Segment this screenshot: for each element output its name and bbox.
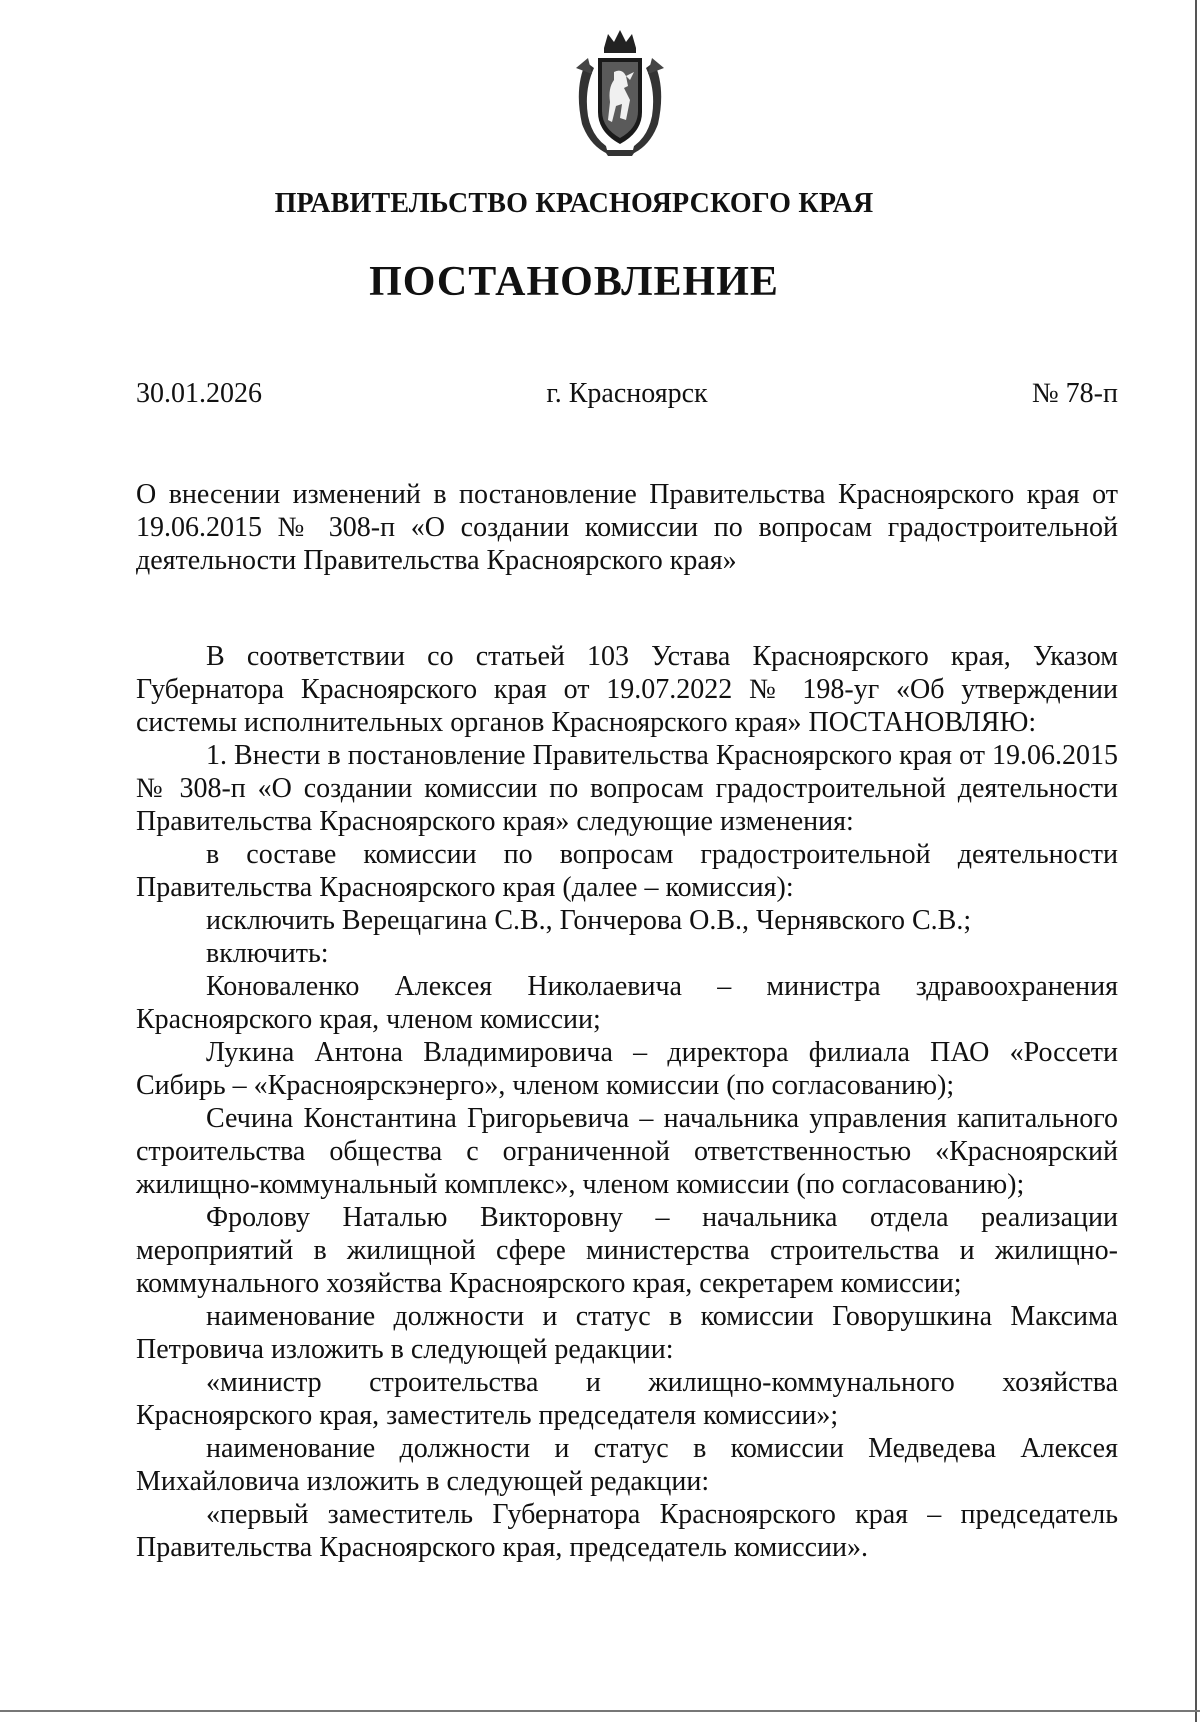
body-paragraph: Коноваленко Алексея Николаевича – министра здравоохранения Красноярского края, членом комиссии;	[136, 971, 1118, 1035]
body-paragraph: исключить Верещагина С.В., Гончерова О.В., Чернявского С.В.;	[206, 905, 972, 936]
organization-title: ПРАВИТЕЛЬСТВО КРАСНОЯРСКОГО КРАЯ	[274, 188, 874, 219]
document-city: г. Красноярск	[546, 378, 708, 409]
body-paragraph: Сечина Константина Григорьевича – начальника управления капитального строительства общества с ограниченной ответственностью «Красноярский жилищно-коммунальный комплекс», членом комиссии (по согласованию);	[136, 1103, 1118, 1200]
body-paragraph: Лукина Антона Владимировича – директора филиала ПАО «Россети Сибирь – «Красноярскэнерго», членом комиссии (по согласованию);	[136, 1037, 1118, 1101]
body-paragraph: «первый заместитель Губернатора Красноярского края – председатель Правительства Красноярского края, председатель комиссии».	[136, 1499, 1118, 1563]
page-edge-right	[1195, 0, 1197, 1722]
body-paragraph: включить:	[206, 938, 329, 969]
body-paragraph: в составе комиссии по вопросам градостроительной деятельности Правительства Красноярского края (далее – комиссия):	[136, 839, 1118, 903]
document-type-title: ПОСТАНОВЛЕНИЕ	[369, 259, 779, 305]
document-meta-row	[136, 378, 1118, 418]
body-paragraph: «министр строительства и жилищно-коммунального хозяйства Красноярского края, заместитель председателя комиссии»;	[136, 1367, 1118, 1431]
document-body	[136, 640, 1118, 1564]
body-paragraph: 1. Внести в постановление Правительства Красноярского края от 19.06.2015 № 308-п «О создании комиссии по вопросам градостроительной деятельности Правительства Красноярского края» следующие изменения:	[136, 740, 1118, 837]
body-paragraph: наименование должности и статус в комиссии Медведева Алексея Михайловича изложить в следующей редакции:	[136, 1433, 1118, 1497]
page-edge-bottom	[0, 1710, 1200, 1712]
document-subject: О внесении изменений в постановление Правительства Красноярского края от 19.06.2015 № 308-п «О создании комиссии по вопросам градостроительной деятельности Правительства Красноярского края»	[136, 479, 1118, 576]
document-date: 30.01.2026	[136, 378, 262, 409]
coat-of-arms-icon	[568, 28, 672, 158]
document-number: № 78-п	[1031, 378, 1118, 409]
body-paragraph: наименование должности и статус в комиссии Говорушкина Максима Петровича изложить в следующей редакции:	[136, 1301, 1118, 1365]
body-paragraph: В соответствии со статьей 103 Устава Красноярского края, Указом Губернатора Красноярского края от 19.07.2022 № 198-уг «Об утверждении системы исполнительных органов Красноярского края» ПОСТАНОВЛЯЮ:	[136, 641, 1118, 738]
body-paragraph: Фролову Наталью Викторовну – начальника отдела реализации мероприятий в жилищной сфере министерства строительства и жилищно-коммунального хозяйства Красноярского края, секретарем комиссии;	[136, 1202, 1118, 1299]
